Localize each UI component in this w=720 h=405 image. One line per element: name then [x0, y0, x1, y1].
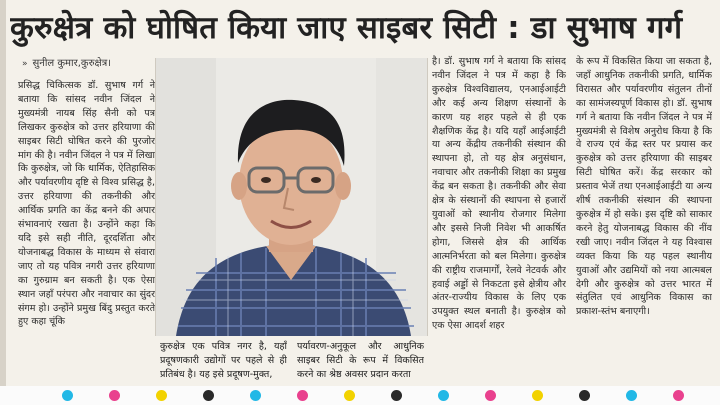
byline — [22, 57, 111, 71]
registration-dot — [579, 390, 590, 401]
byline-author: सुनील कुमार,कुरुक्षेत्र। — [32, 58, 112, 69]
registration-dot — [297, 390, 308, 401]
registration-dot — [673, 390, 684, 401]
registration-dot — [156, 390, 167, 401]
portrait-illustration — [156, 58, 427, 336]
photo-caption-row — [160, 340, 424, 385]
page-edge — [0, 0, 6, 405]
registration-dot — [626, 390, 637, 401]
article-column-4: के रूप में विकसित किया जा सकता है, जहाँ आधुनिक तकनीकी प्रगति, धार्मिक विरासत और पर्यावरणीय संतुलन तीनों का सामंजस्यपूर्ण विकास हो। डॉ. सुभाष गर्ग ने बताया कि नवीन जिंदल ने पत्र में मुख्यमंत्री से विशेष अनुरोध किया है कि वे राज्य एवं केंद्र स्तर पर प्रयास कर कुरुक्षेत्र को उत्तर हरियाणा की साइबर सिटी घोषित करें। केंद्र सरकार को प्रस्ताव भेजें तथा एनआईआईटी या अन्य शीर्ष तकनीकी संस्थान की स्थापना कुरुक्षेत्र में हो सके। इस दृष्टि को साकार करने हेतु योजनाबद्ध विकास की नींव रखी जाए। नवीन जिंदल ने यह विश्वास व्यक्त किया कि यह पहल स्थानीय युवाओं और उद्यमियों को नया आत्मबल देगी और कुरुक्षेत्र को उत्तर भारत में संतुलित एवं आधुनिक विकास का प्रकाश-स्तंभ बनाएगी। — [576, 56, 712, 318]
article-column-3: है। डॉ. सुभाष गर्ग ने बताया कि सांसद नवीन जिंदल ने पत्र में कहा है कि कुरुक्षेत्र विश्वविद्यालय, एनआईआईटी और कई अन्य शिक्षण संस्थानों के कारण यह शहर पहले से ही एक शैक्षणिक केंद्र है। यदि यहाँ आईआईटी या अन्य केंद्रीय तकनीकी संस्थान की स्थापना हो, तो यह क्षेत्र अनुसंधान, नवाचार और तकनीकी शिक्षा का प्रमुख केंद्र बन सकता है। तकनीकी और सेवा क्षेत्र के संस्थानों की स्थापना से हजारों युवाओं को स्थानीय रोजगार मिलेगा और इससे निजी निवेश भी आकर्षित होगा, जिससे क्षेत्र की आर्थिक आत्मनिर्भरता को बल मिलेगा। कुरुक्षेत्र की राष्ट्रीय राजमार्गों, रेलवे नेटवर्क और हवाई अड्डों से निकटता इसे क्षेत्रीय और अंतर-राज्यीय विकास के लिए एक उपयुक्त स्थल बनाती है। कुरुक्षेत्र को एक ऐसा आदर्श शहर — [432, 56, 566, 332]
registration-dot — [344, 390, 355, 401]
article-column-1: प्रसिद्ध चिकित्सक डॉ. सुभाष गर्ग ने बताया कि सांसद नवीन जिंदल ने मुख्यमंत्री नायब सिंह सैनी को पत्र लिखकर कुरुक्षेत्र को उत्तर हरियाणा की साइबर सिटी घोषित करने की पुरजोर मांग की है। नवीन जिंदल ने पत्र में लिखा कि कुरुक्षेत्र, जो कि धार्मिक, ऐतिहासिक और पर्यावरणीय दृष्टि से विश्व प्रसिद्ध है, उत्तर हरियाणा की तकनीकी और आर्थिक प्रगति का केंद्र बनने की अपार संभावनाएं रखता है। उन्होंने कहा कि यदि इसे सही नीति, दूरदर्शिता और योजनाबद्ध विकास के माध्यम से संवारा जाए तो यह पवित्र नगरी उत्तर हरियाणा का गुरुग्राम बन सकती है। एक ऐसा स्थान जहाँ परंपरा और नवाचार का सुंदर संगम हो। उन्होंने प्रमुख बिंदु प्रस्तुत करते हुए कहा चूंकि — [18, 80, 155, 328]
registration-dot — [485, 390, 496, 401]
color-registration-bar — [0, 386, 720, 405]
registration-dot — [391, 390, 402, 401]
article-column-2-part-1: कुरुक्षेत्र एक पवित्र नगर है, यहाँ प्रदूषणकारी उद्योगों पर पहले से ही प्रतिबंध है। यह इसे प्रदूषण-मुक्त, — [160, 341, 287, 380]
registration-dot — [109, 390, 120, 401]
registration-dot — [250, 390, 261, 401]
registration-dot — [62, 390, 73, 401]
registration-dot — [532, 390, 543, 401]
headline: कुरुक्षेत्र को घोषित किया जाए साइबर सिटी : डा सुभाष गर्ग — [10, 10, 683, 46]
registration-dot — [203, 390, 214, 401]
article-column-2-part-2: पर्यावरण-अनुकूल और आधुनिक साइबर सिटी के रूप में विकसित करने का श्रेष्ठ अवसर प्रदान करता — [297, 341, 424, 380]
portrait-photo — [155, 58, 428, 336]
registration-dot — [438, 390, 449, 401]
byline-arrow-icon: » — [22, 59, 28, 69]
